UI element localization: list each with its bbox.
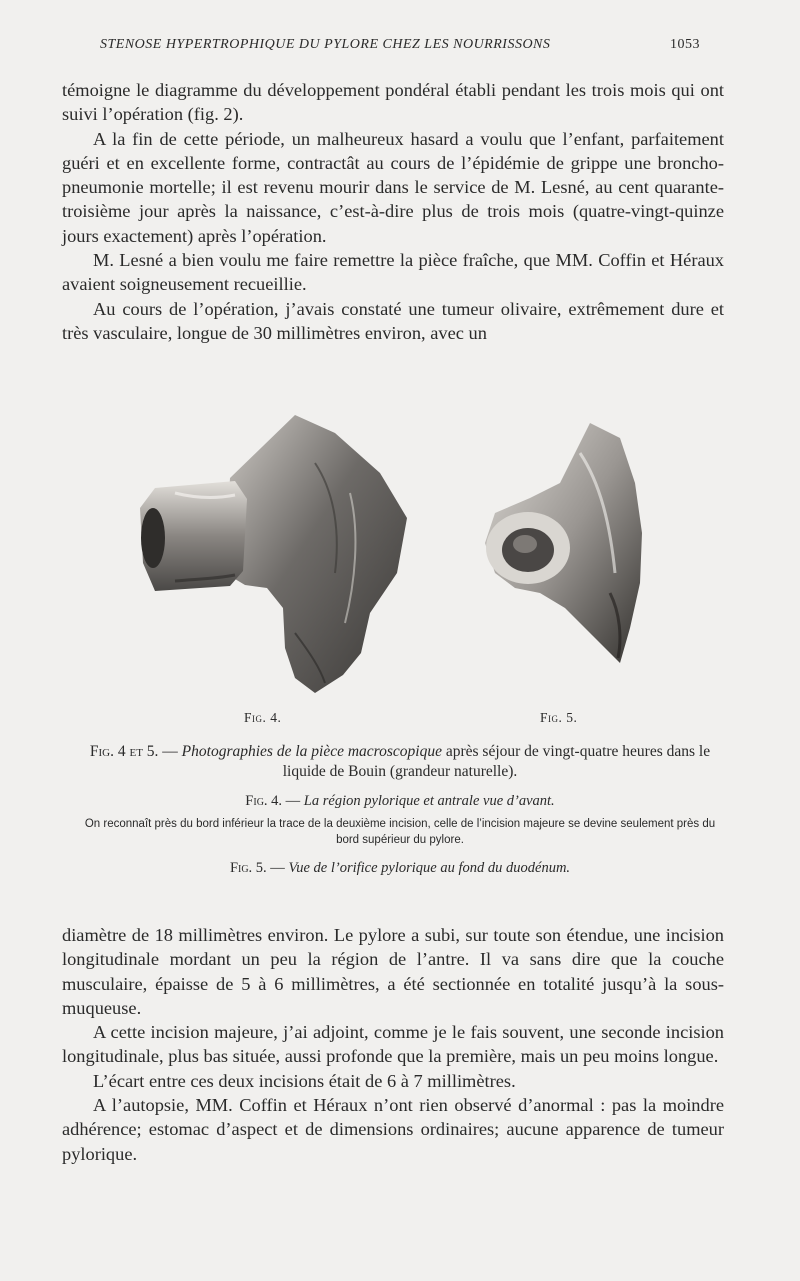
figure-5-photo: [470, 413, 655, 673]
running-head: [100, 37, 700, 53]
figure-area: [0, 395, 800, 705]
caption-fig4-italic: La région pylorique et antrale vue d’avant.: [303, 793, 555, 809]
page-number: 1053: [670, 37, 700, 52]
bottom-text-block: [62, 923, 724, 1166]
caption-fig4-prefix: Fig. 4. —: [245, 793, 301, 809]
running-title: STENOSE HYPERTROPHIQUE DU PYLORE CHEZ LES NOURRISSONS: [100, 37, 551, 52]
paragraph: Au cours de l’opération, j’avais constaté une tumeur olivaire, extrêmement dure et très vasculaire, longue de 30 millimètres environ, avec un: [62, 298, 724, 343]
caption-main-prefix: Fig. 4 et 5. —: [89, 743, 178, 760]
caption-fig5-prefix: Fig. 5. —: [229, 860, 285, 876]
figure-4-photo: [135, 403, 415, 698]
caption-main-italic: Photographies de la pièce macroscopique: [181, 743, 442, 760]
figure-4-label: Fig. 4.: [244, 710, 282, 725]
paragraph-continued: diamètre de 18 millimètres environ. Le pylore a subi, sur toute son étendue, une incision longitudinale mordant un peu la région de l’antre. Il va sans dire que la couche musculaire, épaisse de 5 à 6 millimètres, a été sectionnée en totalité jusqu’à la sous-muqueuse.: [62, 925, 724, 1018]
figure-caption-main: [80, 742, 720, 782]
paragraph: M. Lesné a bien voulu me faire remettre la pièce fraîche, que MM. Coffin et Héraux avaient soigneusement recueillie.: [62, 250, 724, 295]
paragraph: A la fin de cette période, un malheureux hasard a voulu que l’enfant, parfaitement guéri et en excellente forme, contractât au cours de l’épidémie de grippe une broncho-pneumonie mortelle; il est revenu mourir dans le service de M. Lesné, au cent quarante-troisième jour après la naissance, c’est-à-dire plus de trois mois (quatre-vingt-quinze jours exactement) après l’opération.: [62, 128, 724, 246]
figure-5-label: Fig. 5.: [540, 710, 578, 725]
figure-4-note: On reconnaît près du bord inférieur la trace de la deuxième incision, celle de l’incision majeure se devine seulement près du bord supérieur du pylore.: [84, 818, 716, 846]
caption-fig5-italic: Vue de l’orifice pylorique au fond du duodénum.: [288, 860, 571, 876]
paragraph: A l’autopsie, MM. Coffin et Héraux n’ont rien observé d’anormal : pas la moindre adhérence; estomac d’aspect et de dimensions ordinaires; aucune apparence de tumeur pylorique.: [62, 1095, 724, 1164]
paragraph-continued: témoigne le diagramme du développement pondéral établi pendant les trois mois qui ont suivi l’opération (fig. 2).: [62, 80, 724, 125]
caption-main-rest: après séjour de vingt-quatre heures dans le liquide de Bouin (grandeur naturelle).: [282, 743, 711, 780]
top-text-block: [62, 78, 724, 345]
figure-4-caption: [80, 793, 720, 810]
paragraph: L’écart entre ces deux incisions était de 6 à 7 millimètres.: [93, 1070, 516, 1091]
paragraph: A cette incision majeure, j’ai adjoint, comme je le fais souvent, une seconde incision longitudinale, plus bas située, aussi profonde que la première, mais un peu moins longue.: [62, 1022, 724, 1067]
figure-5-caption: [80, 860, 720, 877]
